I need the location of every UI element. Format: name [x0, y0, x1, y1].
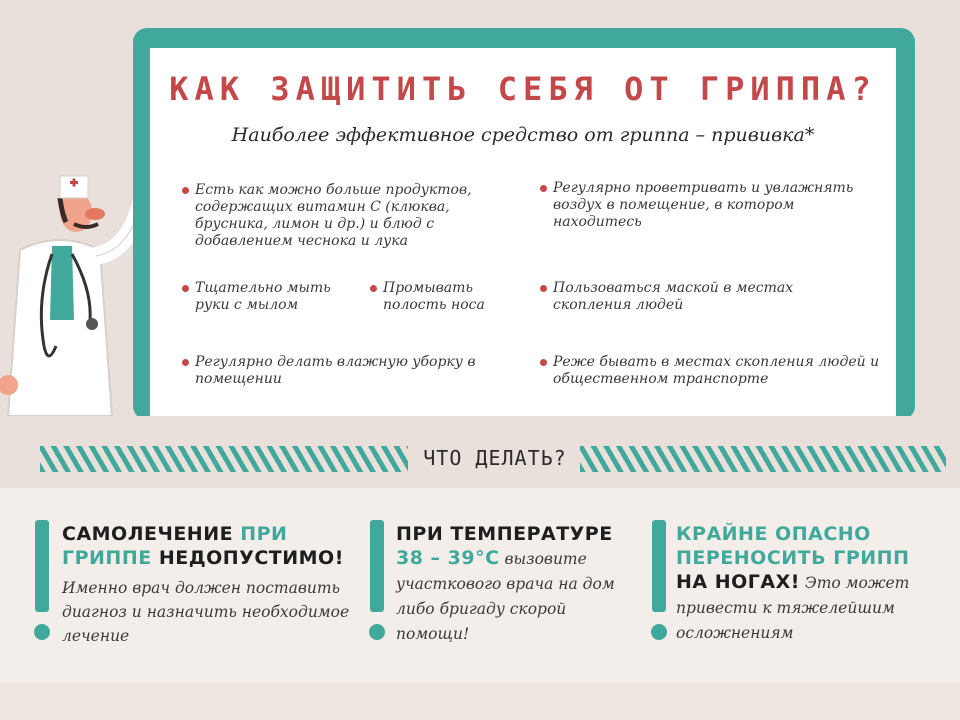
bullet-dot-icon	[182, 359, 189, 366]
col-self-treatment: САМОЛЕЧЕНИЕ ПРИ ГРИППЕ НЕДОПУСТИМО! Именно врач должен поставить диагноз и назначить необходимое лечение	[62, 523, 350, 645]
bullet-dot-icon	[540, 185, 547, 192]
page-title: КАК ЗАЩИТИТЬ СЕБЯ ОТ ГРИППА?	[169, 70, 877, 108]
exclamation-icon	[652, 520, 666, 612]
tip-mask: Пользоваться маской в местах скопления людей	[540, 280, 853, 314]
doctor-illustration	[0, 170, 150, 416]
board	[150, 48, 896, 418]
exclamation-dot-icon	[34, 624, 50, 640]
tip-cleaning: Регулярно делать влажную уборку в помещении	[182, 354, 505, 388]
exclamation-icon	[35, 520, 49, 612]
stripes-left	[40, 446, 408, 472]
bullet-dot-icon	[370, 285, 377, 292]
tip-vitamins: Есть как можно больше продуктов, содержащих витамин С (клюква, брусника, лимон и др.) и блюд с добавлением чеснока и лука	[182, 182, 505, 250]
section-heading: ЧТО ДЕЛАТЬ?	[423, 446, 567, 470]
tip-crowds: Реже бывать в местах скопления людей и общественном транспорте	[540, 354, 883, 388]
col-temperature: ПРИ ТЕМПЕРАТУРЕ 38 – 39°С вызовите участкового врача на дом либо бригаду скорой помощи!	[396, 523, 615, 643]
exclamation-dot-icon	[369, 624, 385, 640]
bullet-dot-icon	[182, 187, 189, 194]
bullet-dot-icon	[540, 285, 547, 292]
exclamation-dot-icon	[651, 624, 667, 640]
stripes-right	[580, 446, 946, 472]
bullet-dot-icon	[540, 359, 547, 366]
tip-wash-hands: Тщательно мыть руки с мылом	[182, 280, 355, 314]
bullet-dot-icon	[182, 285, 189, 292]
col-dangerous: КРАЙНЕ ОПАСНО ПЕРЕНОСИТЬ ГРИПП НА НОГАХ! Это может привести к тяжелейшим осложнениям	[676, 523, 910, 642]
exclamation-icon	[370, 520, 384, 612]
page-subtitle: Наиболее эффективное средство от гриппа – прививка*	[231, 124, 815, 146]
tip-nose: Промывать полость носа	[370, 280, 513, 314]
tip-ventilate: Регулярно проветривать и увлажнять воздух в помещение, в котором находитесь	[540, 180, 873, 231]
